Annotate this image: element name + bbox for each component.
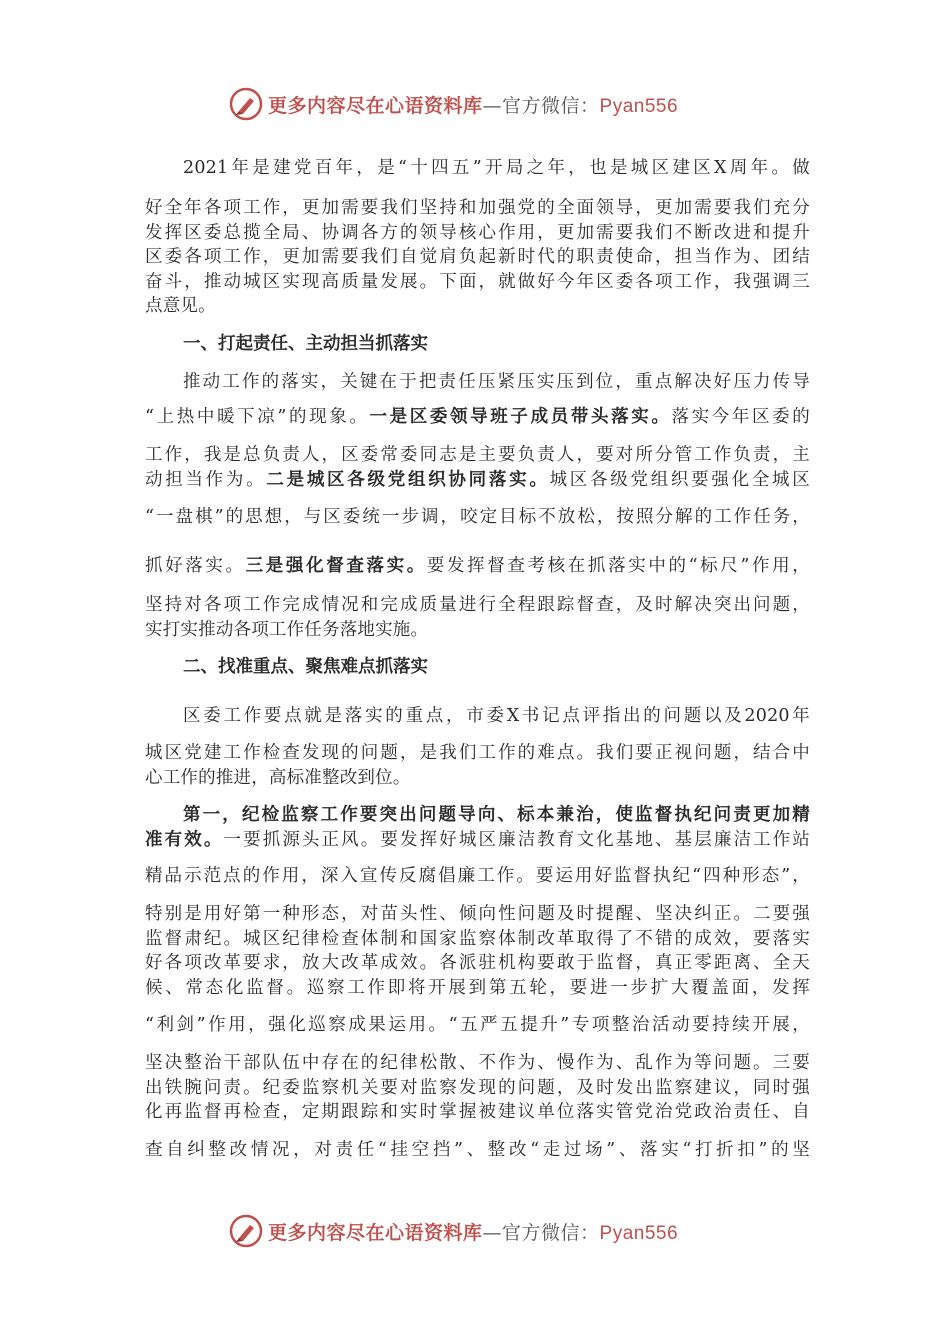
paragraph-3-line: 心工作的推进，高标准整改到位。 <box>145 768 411 788</box>
paragraph-4-line: 坚决整治干部队伍中存在的纪律松散、不作为、慢作为、乱作为等问题。三要 <box>145 1053 810 1073</box>
paragraph-2-line: 动担当作为。二是城区各级党组织协同落实。城区各级党组织要强化全城区 <box>145 470 810 490</box>
pen-logo-icon <box>228 86 264 122</box>
paragraph-4-line: 第一，纪检监察工作要突出问题导向、标本兼治，使监督执纪问责更加精 <box>183 805 810 825</box>
section-heading-2: 二、找准重点、聚焦难点抓落实 <box>183 657 428 677</box>
paragraph-2-line: “上热中暖下凉”的现象。一是区委领导班子成员带头落实。落实今年区委的 <box>145 407 810 427</box>
header-banner <box>0 84 950 124</box>
paragraph-2-line: 实打实推动各项工作任务落地实施。 <box>145 620 429 640</box>
paragraph-4-line: 精品示范点的作用，深入宣传反腐倡廉工作。要运用好监督执纪“四种形态”， <box>145 866 810 886</box>
paragraph-1-line: 点意见。 <box>145 296 216 316</box>
paragraph-4-line: 化再监督再检查，定期跟踪和实时掌握被建议单位落实管党治党政治责任、自 <box>145 1102 810 1122</box>
paragraph-4-line: 查自纠整改情况，对责任“挂空挡”、整改“走过场”、落实“打折扣”的坚 <box>145 1140 810 1160</box>
paragraph-1-line: 奋斗，推动城区实现高质量发展。下面，就做好今年区委各项工作，我强调三 <box>145 272 810 292</box>
bold-phrase: 二是城区各级党组织协同落实。 <box>266 470 550 490</box>
paragraph-4-line: 监督肃纪。城区纪律检查体制和国家监察体制改革取得了不错的成效，要落实 <box>145 929 810 949</box>
banner-wechat-id: Pyan556 <box>599 1222 679 1244</box>
paragraph-1-line: 好全年各项工作，更加需要我们坚持和加强党的全面领导，更加需要我们充分 <box>145 198 810 218</box>
banner-wechat-id: Pyan556 <box>599 95 679 117</box>
bold-phrase: 三是强化督查落实。 <box>245 556 427 576</box>
banner-wechat-label: 官方微信： <box>502 1221 600 1244</box>
paragraph-2-line: 工作，我是总负责人，区委常委同志是主要负责人，要对所分管工作负责，主 <box>145 445 810 465</box>
paragraph-2-line: 推动工作的落实，关键在于把责任压紧压实压到位，重点解决好压力传导 <box>183 372 810 392</box>
banner-separator: — <box>482 94 503 117</box>
paragraph-2-line: 坚持对各项工作完成情况和完成质量进行全程跟踪督查，及时解决突出问题， <box>145 595 810 615</box>
banner-text <box>268 1218 678 1245</box>
paragraph-1-line: 2021年是建党百年，是“十四五”开局之年，也是城区建区X周年。做 <box>183 158 810 178</box>
paragraph-4-line: 准有效。一要抓源头正风。要发挥好城区廉洁教育文化基地、基层廉洁工作站 <box>145 830 810 850</box>
banner-text <box>268 91 678 118</box>
section-heading-1: 一、打起责任、主动担当抓落实 <box>183 334 428 354</box>
paragraph-4-line: 好各项改革要求，放大改革成效。各派驻机构要敢于监督，真正零距离、全天 <box>145 953 810 973</box>
banner-wechat-label: 官方微信： <box>502 94 600 117</box>
paragraph-1-line: 发挥区委总揽全局、协调各方的领导核心作用，更加需要我们不断改进和提升 <box>145 223 810 243</box>
bold-phrase: 一是区委领导班子成员带头落实。 <box>369 407 672 427</box>
footer-banner <box>0 1211 950 1251</box>
banner-separator: — <box>482 1221 503 1244</box>
paragraph-3-line: 城区党建工作检查发现的问题，是我们工作的难点。我们要正视问题，结合中 <box>145 743 810 763</box>
paragraph-4-line: “利剑”作用，强化巡察成果运用。“五严五提升”专项整治活动要持续开展， <box>145 1015 810 1035</box>
paragraph-2-line: 抓好落实。三是强化督查落实。要发挥督查考核在抓落实中的“标尺”作用， <box>145 556 810 576</box>
paragraph-4-line: 出铁腕问责。纪委监察机关要对监察发现的问题，及时发出监察建议，同时强 <box>145 1078 810 1098</box>
paragraph-1-line: 区委各项工作，更加需要我们自觉肩负起新时代的职责使命，担当作为、团结 <box>145 247 810 267</box>
paragraph-3-line: 区委工作要点就是落实的重点，市委X书记点评指出的问题以及2020年 <box>183 706 810 726</box>
bold-phrase: 准有效。 <box>145 830 224 850</box>
banner-brand: 更多内容尽在心语资料库 <box>268 1221 483 1244</box>
paragraph-4-line: 候、常态化监督。巡察工作即将开展到第五轮，要进一步扩大覆盖面，发挥 <box>145 978 810 998</box>
banner-brand: 更多内容尽在心语资料库 <box>268 94 483 117</box>
paragraph-2-line: “一盘棋”的思想，与区委统一步调，咬定目标不放松，按照分解的工作任务， <box>145 507 810 527</box>
pen-logo-icon <box>228 1213 264 1249</box>
paragraph-4-line: 特别是用好第一种形态，对苗头性、倾向性问题及时提醒、坚决纠正。二要强 <box>145 904 810 924</box>
